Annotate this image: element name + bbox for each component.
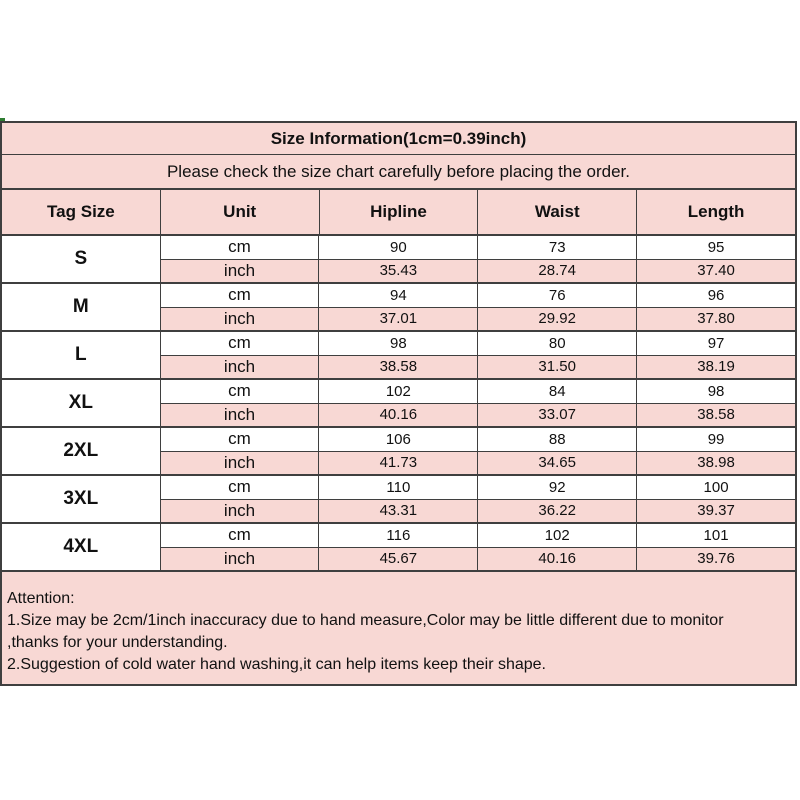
inch-subrow: [161, 260, 795, 283]
cm-subrow: [161, 428, 795, 452]
unit-inch-label: inch: [161, 404, 320, 427]
hipline-cm-value: 116: [319, 524, 478, 547]
waist-inch-value: 28.74: [478, 260, 637, 283]
length-cm-value: 99: [707, 430, 725, 448]
hipline-cm-value: 90: [319, 236, 478, 259]
length-cm-value: 101: [703, 526, 729, 544]
waist-inch-value: 40.16: [478, 548, 637, 571]
waist-inch-value: 33.07: [478, 404, 637, 427]
size-row-m: [2, 284, 795, 332]
hipline-cm-value: 94: [319, 284, 478, 307]
waist-inch-value: 31.50: [478, 356, 637, 379]
column-header-waist: Waist: [478, 190, 637, 234]
length-cm-value: 100: [703, 478, 729, 496]
waist-cm-value: 73: [478, 236, 637, 259]
inch-subrow: [161, 308, 795, 331]
unit-inch-label: inch: [161, 548, 320, 571]
length-inch-value: 37.80: [697, 310, 735, 328]
size-row-l: [2, 332, 795, 380]
unit-inch-label: inch: [161, 356, 320, 379]
size-row-2xl: [2, 428, 795, 476]
cm-subrow: [161, 380, 795, 404]
table-title: Size Information(1cm=0.39inch): [2, 123, 795, 155]
inch-subrow: [161, 548, 795, 571]
unit-cm-label: cm: [161, 236, 320, 259]
unit-cm-label: cm: [161, 380, 320, 403]
attention-heading: Attention:: [7, 590, 75, 607]
size-row-3xl: [2, 476, 795, 524]
waist-cm-value: 92: [478, 476, 637, 499]
cm-subrow: [161, 332, 795, 356]
cm-subrow: [161, 236, 795, 260]
column-header-tag-size: Tag Size: [2, 190, 161, 234]
column-header-unit: Unit: [161, 190, 320, 234]
length-cm-value: 96: [707, 286, 725, 304]
attention-line-3: 2.Suggestion of cold water hand washing,it can help items keep their shape.: [7, 656, 546, 673]
hipline-cm-value: 102: [319, 380, 478, 403]
size-label: L: [2, 332, 161, 378]
size-label: 4XL: [2, 524, 161, 570]
inch-subrow: [161, 500, 795, 523]
waist-inch-value: 29.92: [478, 308, 637, 331]
hipline-inch-value: 37.01: [319, 308, 478, 331]
size-row-s: [2, 236, 795, 284]
hipline-cm-value: 106: [319, 428, 478, 451]
size-label: XL: [2, 380, 161, 426]
cm-subrow: [161, 476, 795, 500]
unit-cm-label: cm: [161, 428, 320, 451]
waist-cm-value: 76: [478, 284, 637, 307]
unit-cm-label: cm: [161, 476, 320, 499]
hipline-inch-value: 41.73: [319, 452, 478, 475]
length-cm-value: 95: [707, 238, 725, 256]
size-row-4xl: [2, 524, 795, 572]
table-header-row: [2, 190, 795, 236]
attention-line-1: 1.Size may be 2cm/1inch inaccuracy due to hand measure,Color may be little different due to monitor: [7, 612, 724, 629]
waist-cm-value: 102: [478, 524, 637, 547]
waist-cm-value: 88: [478, 428, 637, 451]
attention-line-2: ,thanks for your understanding.: [7, 634, 228, 651]
hipline-inch-value: 38.58: [319, 356, 478, 379]
table-subtitle: Please check the size chart carefully before placing the order.: [2, 155, 795, 190]
size-row-xl: [2, 380, 795, 428]
hipline-inch-value: 43.31: [319, 500, 478, 523]
unit-cm-label: cm: [161, 524, 320, 547]
size-label: 2XL: [2, 428, 161, 474]
waist-cm-value: 80: [478, 332, 637, 355]
hipline-inch-value: 40.16: [319, 404, 478, 427]
unit-inch-label: inch: [161, 308, 320, 331]
cm-subrow: [161, 524, 795, 548]
hipline-cm-value: 110: [319, 476, 478, 499]
unit-inch-label: inch: [161, 500, 320, 523]
size-label: 3XL: [2, 476, 161, 522]
length-cm-value: 97: [707, 334, 725, 352]
waist-cm-value: 84: [478, 380, 637, 403]
hipline-inch-value: 45.67: [319, 548, 478, 571]
inch-subrow: [161, 356, 795, 379]
unit-inch-label: inch: [161, 452, 320, 475]
length-inch-value: 38.98: [697, 454, 735, 472]
hipline-inch-value: 35.43: [319, 260, 478, 283]
cm-subrow: [161, 284, 795, 308]
size-label: M: [2, 284, 161, 330]
unit-inch-label: inch: [161, 260, 320, 283]
size-label: S: [2, 236, 161, 282]
waist-inch-value: 34.65: [478, 452, 637, 475]
attention-note: [2, 572, 795, 684]
column-header-hipline: Hipline: [320, 190, 479, 234]
unit-cm-label: cm: [161, 284, 320, 307]
length-inch-value: 38.19: [697, 358, 735, 376]
size-chart-table: [0, 121, 797, 686]
unit-cm-label: cm: [161, 332, 320, 355]
inch-subrow: [161, 452, 795, 475]
length-inch-value: 39.76: [697, 550, 735, 568]
hipline-cm-value: 98: [319, 332, 478, 355]
column-header-length: Length: [687, 202, 745, 221]
length-inch-value: 38.58: [697, 406, 735, 424]
length-inch-value: 37.40: [697, 262, 735, 280]
waist-inch-value: 36.22: [478, 500, 637, 523]
length-inch-value: 39.37: [697, 502, 735, 520]
inch-subrow: [161, 404, 795, 427]
length-cm-value: 98: [707, 382, 725, 400]
